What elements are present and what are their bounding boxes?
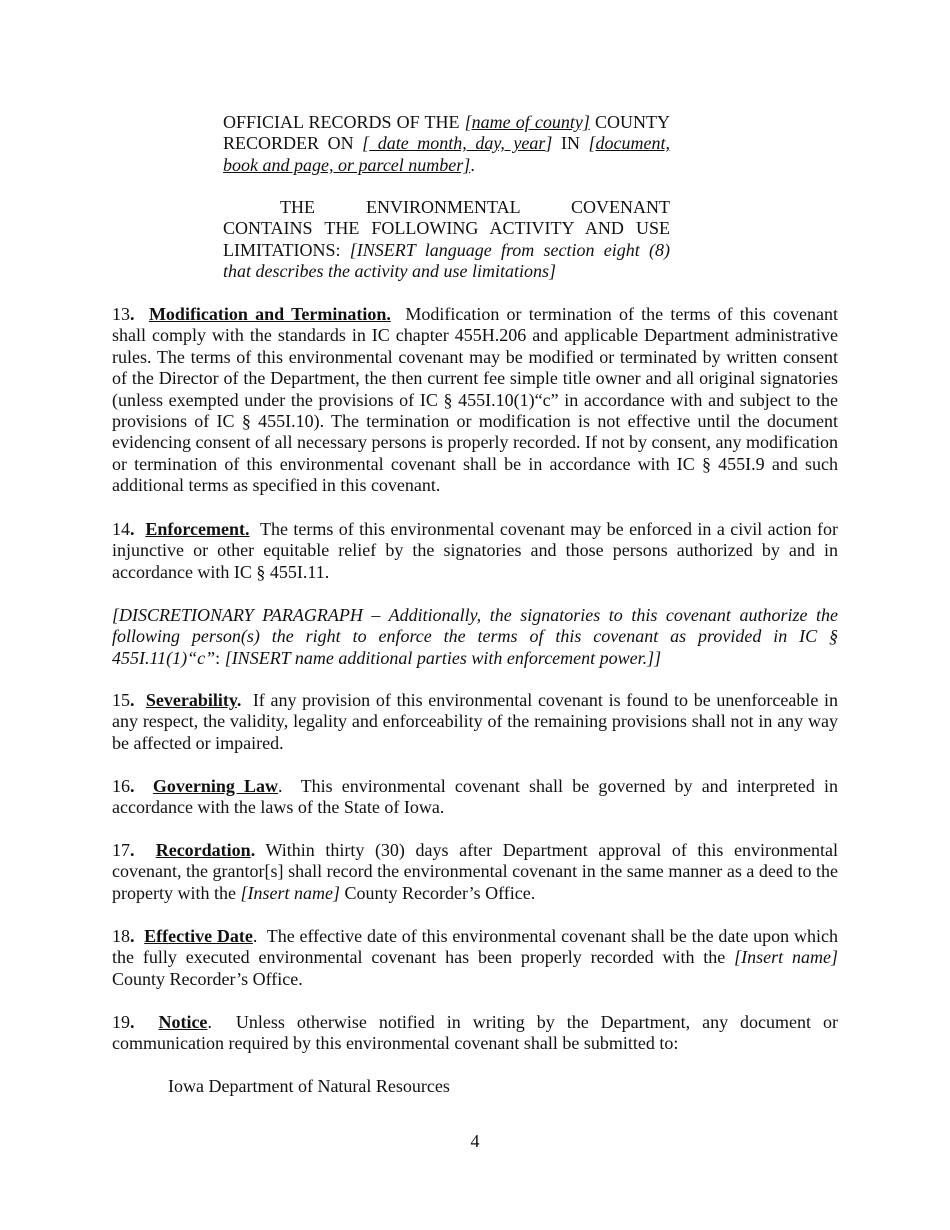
limitations-notice-block <box>223 197 670 283</box>
section-heading-dot: . <box>278 776 283 796</box>
section-heading: Governing Law <box>152 776 279 796</box>
section-16 <box>112 776 838 819</box>
section-heading-dot: . <box>250 840 256 860</box>
section-number-dot: . <box>130 304 135 324</box>
section-body: The effective date of this environmental covenant shall be the date upon which the fully executed environmental covenant has been properly recorded with the <box>112 926 838 968</box>
section-heading: Effective Date <box>144 926 253 946</box>
section-14 <box>112 519 838 583</box>
limitations-placeholder: [INSERT language from section eight (8) that describes the activity and use limitations] <box>223 239 670 282</box>
section-number: 14 <box>112 519 130 539</box>
recorder-on-text: COUNTY RECORDER ON <box>223 112 670 154</box>
recording-notice-text <box>223 112 670 176</box>
section-body: If any provision of this environmental covenant is found to be unenforceable in any respect, the validity, legality and enforceability of the remaining provisions shall not in any way be affected or impaired. <box>112 690 839 753</box>
in-word: IN <box>560 133 580 154</box>
section-number: 19 <box>112 1012 130 1032</box>
section-18 <box>112 926 838 990</box>
section-heading: Severability <box>145 690 237 710</box>
section-number-dot: . <box>130 1012 135 1032</box>
discretionary-placeholder: [INSERT name additional parties with enforcement power.]] <box>224 647 662 668</box>
limitations-text: THE ENVIRONMENTAL COVENANT CONTAINS THE FOLLOWING ACTIVITY AND USE LIMITATIONS: <box>223 197 670 260</box>
section-number: 15 <box>112 690 130 710</box>
section-heading: Notice <box>158 1012 208 1032</box>
address-line-1: Iowa Department of Natural Resources <box>168 1076 450 1096</box>
limitations-notice-text <box>223 197 670 283</box>
section-number: 17 <box>112 840 130 860</box>
section-heading-dot: . <box>236 690 242 710</box>
section-number-dot: . <box>130 519 135 539</box>
section-heading: Enforcement. <box>145 519 250 539</box>
section-number: 13 <box>112 304 130 324</box>
document-reference-placeholder: [document, book and page, or parcel number] <box>223 133 670 175</box>
date-bracket-open: [ <box>362 133 370 154</box>
section-body: Within thirty (30) days after Department approval of this environmental covenant, the grantor[s] shall record the environmental covenant in the same manner as a deed to the property with the <box>112 840 838 903</box>
discretionary-text: [DISCRETIONARY PARAGRAPH – Additionally, the signatories to this covenant authorize the following person(s) the right to enforce the terms of this covenant as provided in IC § 455I.11(1)“c” <box>112 605 838 668</box>
notice-period: . <box>470 154 475 175</box>
section-body: The terms of this environmental covenant may be enforced in a civil action for injunctive or other equitable relief by the signatories and those persons authorized by and in accordance with IC § 455I.11. <box>112 519 838 582</box>
section-heading: Recordation <box>155 840 251 860</box>
section-number: 18 <box>112 926 130 946</box>
section-17 <box>112 840 838 904</box>
section-number: 16 <box>112 776 130 796</box>
notice-address <box>168 1076 450 1097</box>
section-number-dot: . <box>130 840 135 860</box>
recorder-name-placeholder: [Insert name] <box>240 882 340 903</box>
section-15 <box>112 690 838 754</box>
section-number-dot: . <box>130 690 135 710</box>
date-bracket-close: ] <box>545 133 553 154</box>
section-number-dot: . <box>130 926 135 946</box>
section-13 <box>112 304 838 497</box>
section-heading: Modification and Termination. <box>148 304 391 324</box>
section-number-dot: . <box>130 776 135 796</box>
page-number: 4 <box>470 1131 480 1151</box>
section-body: Unless otherwise notified in writing by the Department, any document or communication required by this environmental covenant shall be submitted to: <box>112 1012 839 1054</box>
section-body-end: County Recorder’s Office. <box>344 882 536 903</box>
section-heading-dot: . <box>207 1012 212 1032</box>
section-heading-dot: . <box>252 926 258 946</box>
section-19 <box>112 1012 838 1055</box>
section-body: This environmental covenant shall be governed by and interpreted in accordance with the laws of the State of Iowa. <box>112 776 838 818</box>
recording-intro: OFFICIAL RECORDS OF THE <box>223 112 460 132</box>
discretionary-paragraph <box>112 605 838 669</box>
recorder-name-placeholder: [Insert name] <box>734 947 838 968</box>
discretionary-colon: : <box>215 647 221 668</box>
date-placeholder: date month, day, year <box>369 133 546 154</box>
section-body-end: County Recorder’s Office. <box>112 968 303 989</box>
county-placeholder: [name of county] <box>464 112 590 132</box>
section-body: Modification or termination of the terms of this covenant shall comply with the standards in IC chapter 455H.206 and applicable Department administrative rules. The terms of this environmental covenant may be modified or terminated by written consent of the Director of the Department, the then current fee simple title owner and all original signatories (unless exempted under the provisions of IC § 455I.10(1)“c” in accordance with and subject to the provisions of IC § 455I.10). The termination or modification is not effective until the document evidencing consent of all necessary persons is properly recorded. If not by consent, any modification or termination of this environmental covenant shall be in accordance with IC § 455I.9 and such additional terms as specified in this covenant. <box>112 304 838 496</box>
recording-notice-block <box>223 112 670 176</box>
